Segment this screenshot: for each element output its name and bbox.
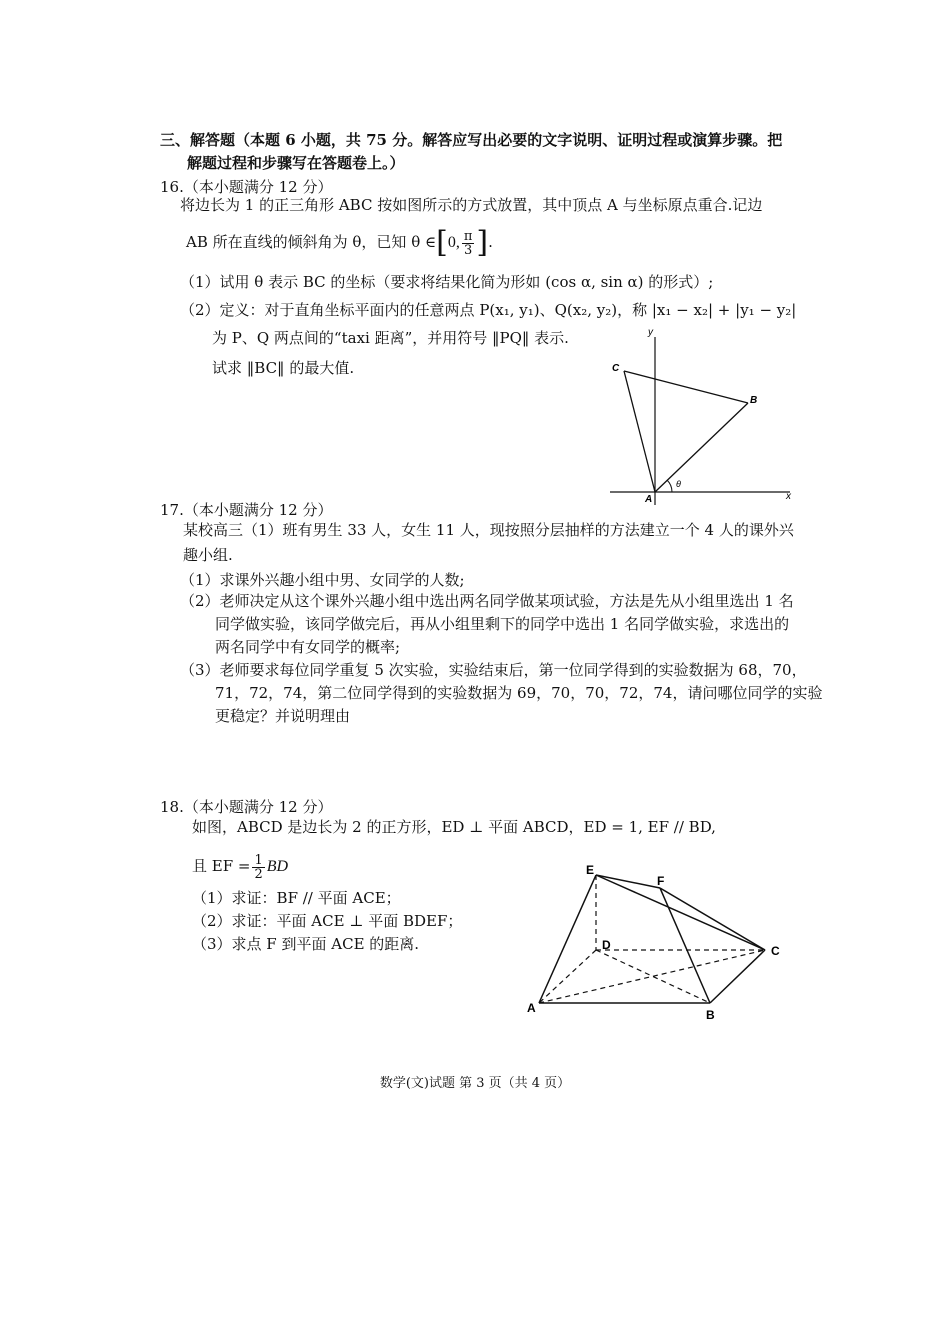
q16-stem-line2-pre: AB 所在直线的倾斜角为 θ，已知 θ ∈ [186, 233, 437, 251]
q16-stem-line2-post: . [488, 233, 493, 251]
q18-stem-line1: 如图，ABCD 是边长为 2 的正方形，ED ⊥ 平面 ABCD，ED = 1, EF // BD, [192, 818, 716, 836]
fig16-x-label: x [786, 491, 791, 502]
fig18-label-E: E [586, 863, 595, 877]
q17-part2-line3: 两名同学中有女同学的概率; [215, 638, 401, 656]
edge-EA [539, 875, 596, 1003]
q18-part3: （3）求点 F 到平面 ACE 的距离. [192, 935, 420, 953]
q18-part1: （1）求证：BF // 平面 ACE； [192, 889, 401, 907]
fig18-label-F: F [657, 874, 665, 888]
side-AC [624, 371, 655, 492]
fig16-y-label: y [648, 327, 653, 338]
theta-arc [667, 480, 672, 492]
edge-FC [660, 888, 765, 950]
q17-part3-line2: 71，72，74，第二位同学得到的实验数据为 69，70，70，72，74，请问哪位同学的实验 [215, 684, 823, 702]
fig18-label-A: A [527, 1001, 536, 1015]
q17-part1: （1）求课外兴趣小组中男、女同学的人数; [180, 571, 465, 589]
right-bracket: ] [476, 225, 489, 260]
q16-frac-den: 3 [463, 242, 473, 258]
edge-EF [596, 875, 660, 888]
q17-part2-line1: （2）老师决定从这个课外兴趣小组中选出两名同学做某项试验，方法是先从小组里选出 1 名 [180, 592, 794, 610]
q18-frac-num: 1 [254, 852, 263, 868]
page-footer: 数学(文)试题 第 3 页（共 4 页） [379, 1076, 571, 1091]
q16-part2-line3: 试求 ‖BC‖ 的最大值. [212, 359, 355, 377]
section-heading-line2: 解题过程和步骤写在答题卷上。） [187, 154, 405, 172]
q17-part2-line2: 同学做实验，该同学做完后，再从小组里剩下的同学中选出 1 名同学做实验，求选出的 [215, 615, 790, 633]
q16-interval-left: 0, [447, 234, 460, 251]
q16-fraction [462, 230, 475, 257]
q18-frac-den: 2 [254, 866, 263, 882]
q18-header: 18.（本小题满分 12 分） [160, 798, 333, 816]
q16-header: 16.（本小题满分 12 分） [160, 178, 333, 196]
q18-part2: （2）求证：平面 ACE ⊥ 平面 BDEF； [192, 912, 463, 930]
fig16-theta: θ [676, 479, 681, 489]
q16-stem-line2 [186, 224, 493, 260]
q16-frac-num: π [463, 228, 473, 244]
q18-stem-line2-pre: 且 EF = [192, 857, 251, 875]
q18-stem-line2-post: BD [266, 858, 289, 875]
q16-figure [600, 325, 800, 507]
fig16-label-B: B [750, 395, 758, 406]
q16-part2-line2: 为 P、Q 两点间的“taxi 距离”，并用符号 ‖PQ‖ 表示. [212, 329, 569, 347]
q16-part2-line1: （2）定义：对于直角坐标平面内的任意两点 P(x₁, y₁)、Q(x₂, y₂)，称 |x₁ − x₂| + |y₁ − y₂| [180, 301, 797, 319]
q16-part1: （1）试用 θ 表示 BC 的坐标（要求将结果化简为形如 (cos α, sin α) 的形式）; [180, 273, 714, 291]
q18-figure [520, 855, 790, 1025]
section-heading-line1: 三、解答题（本题 6 小题，共 75 分。解答应写出必要的文字说明、证明过程或演算步骤。把 [160, 131, 783, 149]
fig18-label-B: B [706, 1008, 715, 1022]
q18-stem-line2 [192, 846, 288, 886]
edge-BC [710, 950, 765, 1003]
q16-stem-line1: 将边长为 1 的正三角形 ABC 按如图所示的方式放置，其中顶点 A 与坐标原点重合.记边 [180, 196, 763, 214]
side-AB [655, 403, 748, 492]
q17-part3-line1: （3）老师要求每位同学重复 5 次实验，实验结束后，第一位同学得到的实验数据为 68，70， [180, 661, 807, 679]
q18-fraction [252, 854, 264, 881]
left-bracket: [ [436, 225, 448, 260]
q17-stem-line1: 某校高三（1）班有男生 33 人，女生 11 人，现按照分层抽样的方法建立一个 4 人的课外兴 [183, 521, 794, 539]
fig16-label-A: A [645, 494, 653, 505]
side-BC [624, 371, 748, 403]
q17-header: 17.（本小题满分 12 分） [160, 501, 333, 519]
edge-AC [539, 950, 765, 1003]
q17-part3-line3: 更稳定？并说明理由 [215, 707, 351, 725]
edge-DA [539, 950, 596, 1003]
fig16-label-C: C [612, 363, 620, 374]
fig18-label-D: D [602, 938, 611, 952]
edge-FB [660, 888, 710, 1003]
fig18-label-C: C [771, 944, 780, 958]
edge-EC [596, 875, 765, 950]
q17-stem-line2: 趣小组. [183, 546, 233, 564]
